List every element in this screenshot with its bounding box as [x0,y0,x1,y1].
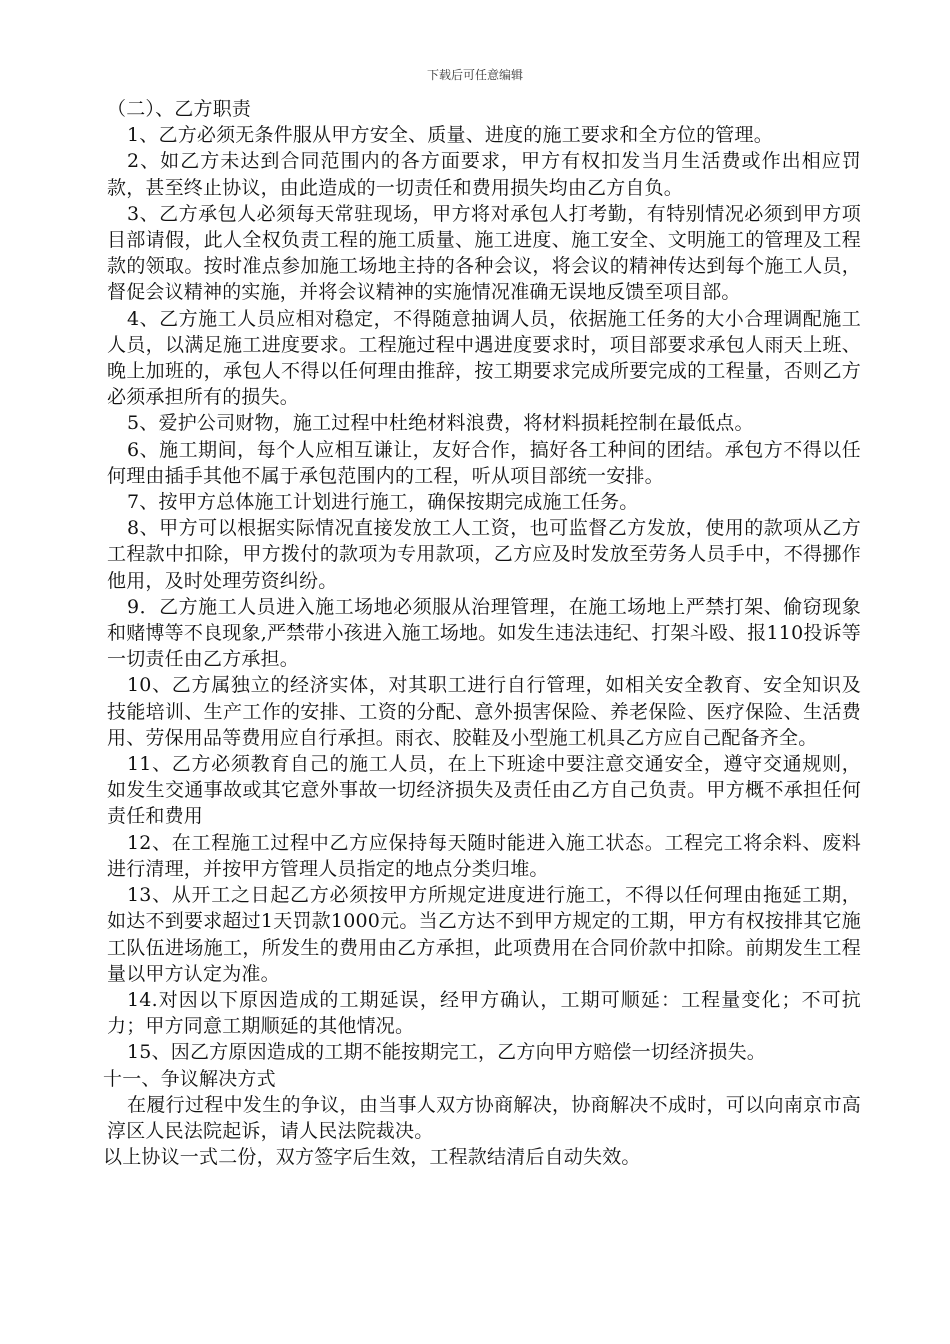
section-heading: （二）、乙方职责 [107,98,252,120]
clause-8: 8、甲方可以根据实际情况直接发放工人工资，也可监督乙方发放，使用的款项从乙方工程款中扣除，甲方拨付的款项为专用款项，乙方应及时发放至劳务人员手中，不得挪作他用，及时处理劳资纠纷。 [107,517,861,592]
clause-12: 12、在工程施工过程中乙方应保持每天随时能进入施工状态。工程完工将余料、废料进行清理，并按甲方管理人员指定的地点分类归堆。 [107,831,861,880]
page-header-note: 下载后可任意编辑 [426,68,523,82]
dispute-heading: 十一、争议解决方式 [103,1067,276,1090]
clause-4: 4、乙方施工人员应相对稳定，不得随意抽调人员，依据施工任务的大小合理调配施工人员，以满足施工进度要求。工程施过程中遇进度要求时，项目部要求承包人雨天上班、晚上加班的，承包人不得以任何理由推辞，按工期要求完成所要完成的工程量，否则乙方必须承担所有的损失。 [107,307,861,409]
clause-14: 14.对因以下原因造成的工期延误，经甲方确认，工期可顺延：工程量变化；不可抗力；甲方同意工期顺延的其他情况。 [107,988,861,1038]
clause-2: 2、如乙方未达到合同范围内的各方面要求，甲方有权扣发当月生活费或作出相应罚款，甚至终止协议，由此造成的一切责任和费用损失均由乙方自负。 [107,150,861,199]
document-body [103,96,861,1170]
clause-13: 13、从开工之日起乙方必须按甲方所规定进度进行施工，不得以任何理由拖延工期，如达不到要求超过1天罚款1000元。当乙方达不到甲方规定的工期，甲方有权按排其它施工队伍进场施工，所发生的费用由乙方承担，此项费用在合同价款中扣除。前期发生工程量以甲方认定为准。 [107,884,861,985]
clause-9: 9．乙方施工人员进入施工场地必须服从治理管理，在施工场地上严禁打架、偷窃现象和赌博等不良现象,严禁带小孩进入施工场地。如发生违法违纪、打架斗殴、报110投诉等一切责任由乙方承担。 [107,595,861,671]
clause-10: 10、乙方属独立的经济实体，对其职工进行自行管理，如相关安全教育、安全知识及技能培训、生产工作的安排、工资的分配、意外损害保险、养老保险、医疗保险、生活费用、劳保用品等费用应自行承担。雨衣、胶鞋及小型施工机具乙方应自己配备齐全。 [107,674,861,749]
clause-7: 7、按甲方总体施工计划进行施工，确保按期完成施工任务。 [127,491,639,514]
clause-11: 11、乙方必须教育自己的施工人员，在上下班途中要注意交通安全，遵守交通规则，如发生交通事故或其它意外事故一切经济损失及责任由乙方自己负责。甲方概不承担任何责任和费用 [107,753,861,828]
clause-5: 5、爱护公司财物，施工过程中杜绝材料浪费，将材料损耗控制在最低点。 [127,412,754,435]
clause-3: 3、乙方承包人必须每天常驻现场，甲方将对承包人打考勤，有特别情况必须到甲方项目部请假，此人全权负责工程的施工质量、施工进度、施工安全、文明施工的管理及工程款的领取。按时准点参加施工场地主持的各种会议，将会议的精神传达到每个施工人员，督促会议精神的实施，并将会议精神的实施情况准确无误地反馈至项目部。 [107,202,861,304]
closing-statement: 以上协议一式二份，双方签字后生效，工程款结清后自动失效。 [103,1146,641,1169]
clause-6: 6、施工期间，每个人应相互谦让，友好合作，搞好各工种间的团结。承包方不得以任何理由插手其他不属于承包范围内的工程，听从项目部统一安排。 [107,438,861,487]
dispute-body: 在履行过程中发生的争议，由当事人双方协商解决，协商解决不成时，可以向南京市高淳区人民法院起诉，请人民法院裁决。 [107,1093,861,1142]
clause-15: 15、因乙方原因造成的工期不能按期完工，乙方向甲方赔偿一切经济损失。 [127,1041,766,1064]
clause-1: 1、乙方必须无条件服从甲方安全、质量、进度的施工要求和全方位的管理。 [127,124,773,147]
